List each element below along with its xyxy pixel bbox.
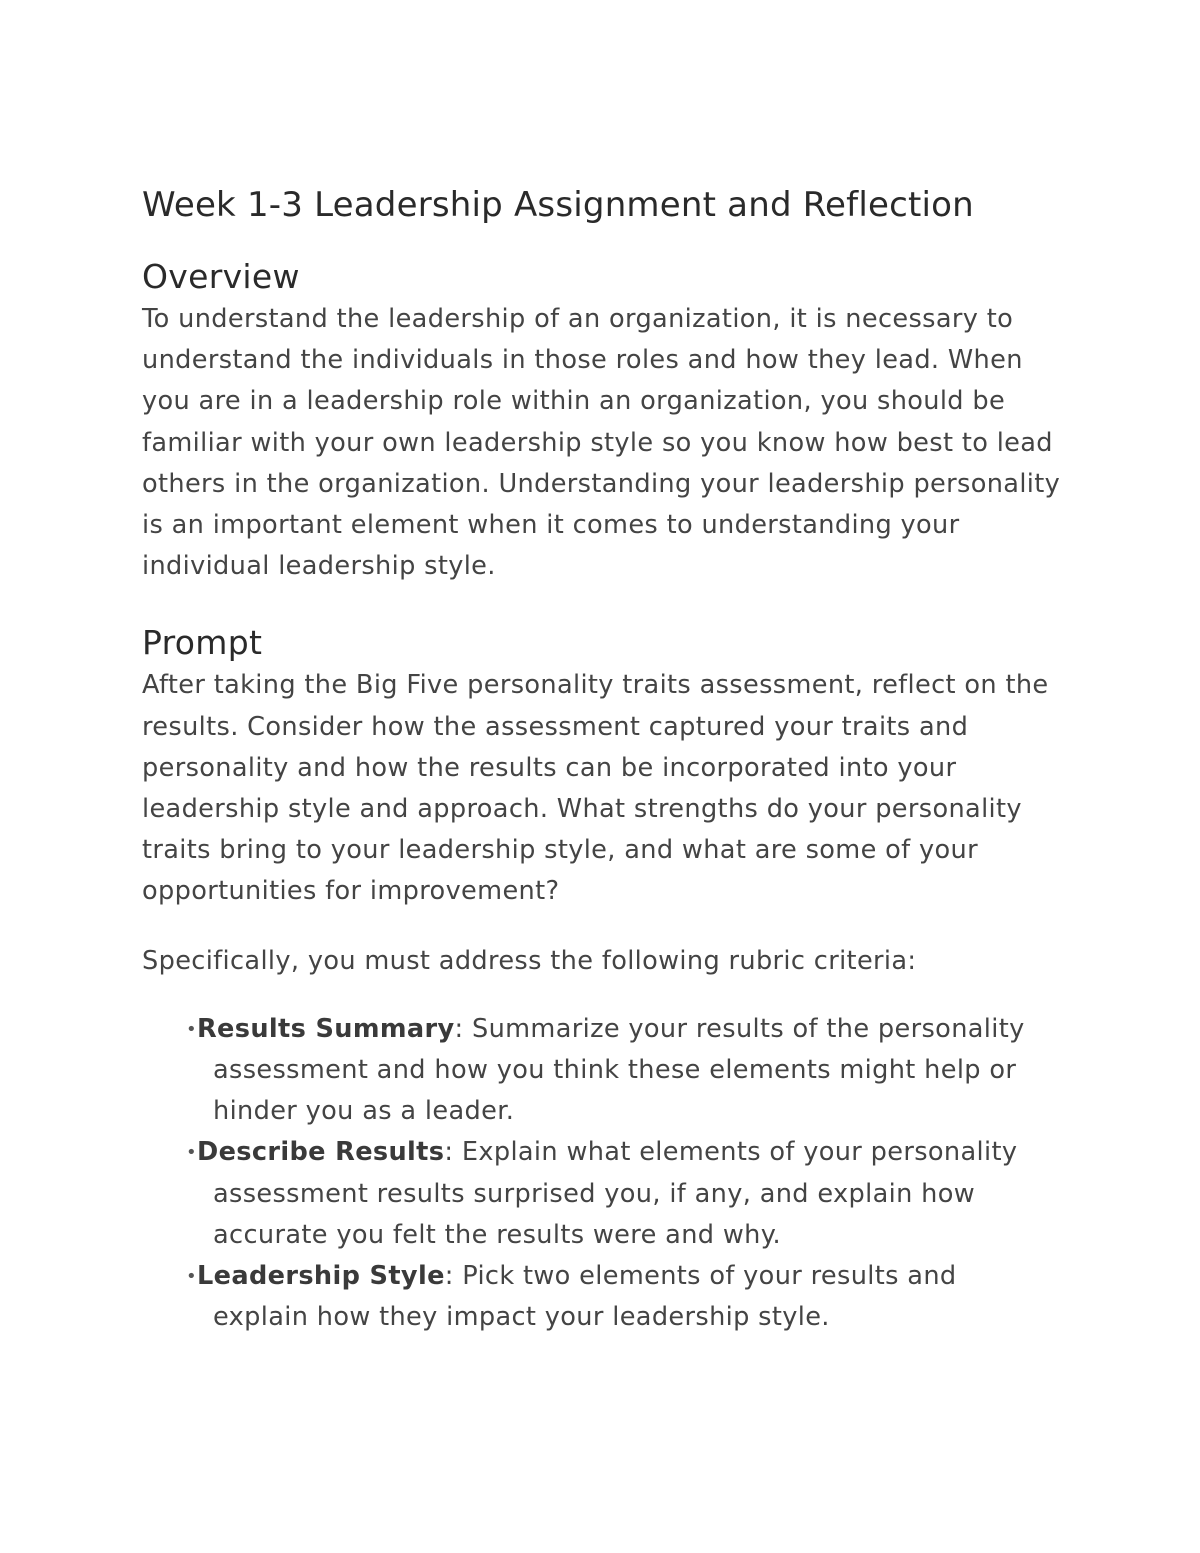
overview-section [142,255,1072,587]
criteria-description: Pick two elements of your results and explain how they impact your leadership style. [213,1261,957,1333]
bullet-icon: • [186,1142,197,1164]
prompt-heading: Prompt [142,623,263,663]
criteria-description: Explain what elements of your personality assessment results surprised you, if any, and explain how accurate you felt the results were and why. [213,1137,1018,1250]
prompt-section [142,621,1072,1338]
criteria-separator: : [454,1013,464,1044]
overview-heading: Overview [142,257,300,296]
bullet-icon: • [186,1266,197,1288]
criteria-item-leadership-style [142,1256,1033,1338]
criteria-term: Results Summary [197,1013,455,1044]
criteria-intro: Specifically, you must address the following rubric criteria: [142,945,917,976]
criteria-term: Leadership Style [197,1261,445,1292]
criteria-description: Summarize your results of the personality assessment and how you think these elements might help or hinder you as a leader. [213,1013,1025,1127]
criteria-item-results-summary [142,1009,1033,1133]
document-title: Week 1-3 Leadership Assignment and Reflection [142,185,974,225]
criteria-separator: : [444,1261,454,1292]
criteria-item-describe-results [142,1132,1033,1256]
rubric-criteria-list [142,1009,1072,1339]
criteria-separator: : [444,1137,454,1168]
bullet-icon: • [186,1018,197,1040]
criteria-term: Describe Results [197,1137,445,1168]
overview-paragraph: To understand the leadership of an organization, it is necessary to understand the individuals in those roles and how they lead. When you are in a leadership role within an organization, you should be familiar with your own leadership style so you know how best to lead others in the organization. Understanding your leadership personality is an important element when it comes to understanding your individual leadership style. [142,304,1061,582]
document-page [142,181,1072,1338]
prompt-paragraph: After taking the Big Five personality traits assessment, reflect on the results. Consider how the assessment captured your traits and personality and how the results can be incorporated into your leadership style and approach. What strengths do your personality traits bring to your leadership style, and what are some of your opportunities for improvement? [142,670,1049,907]
